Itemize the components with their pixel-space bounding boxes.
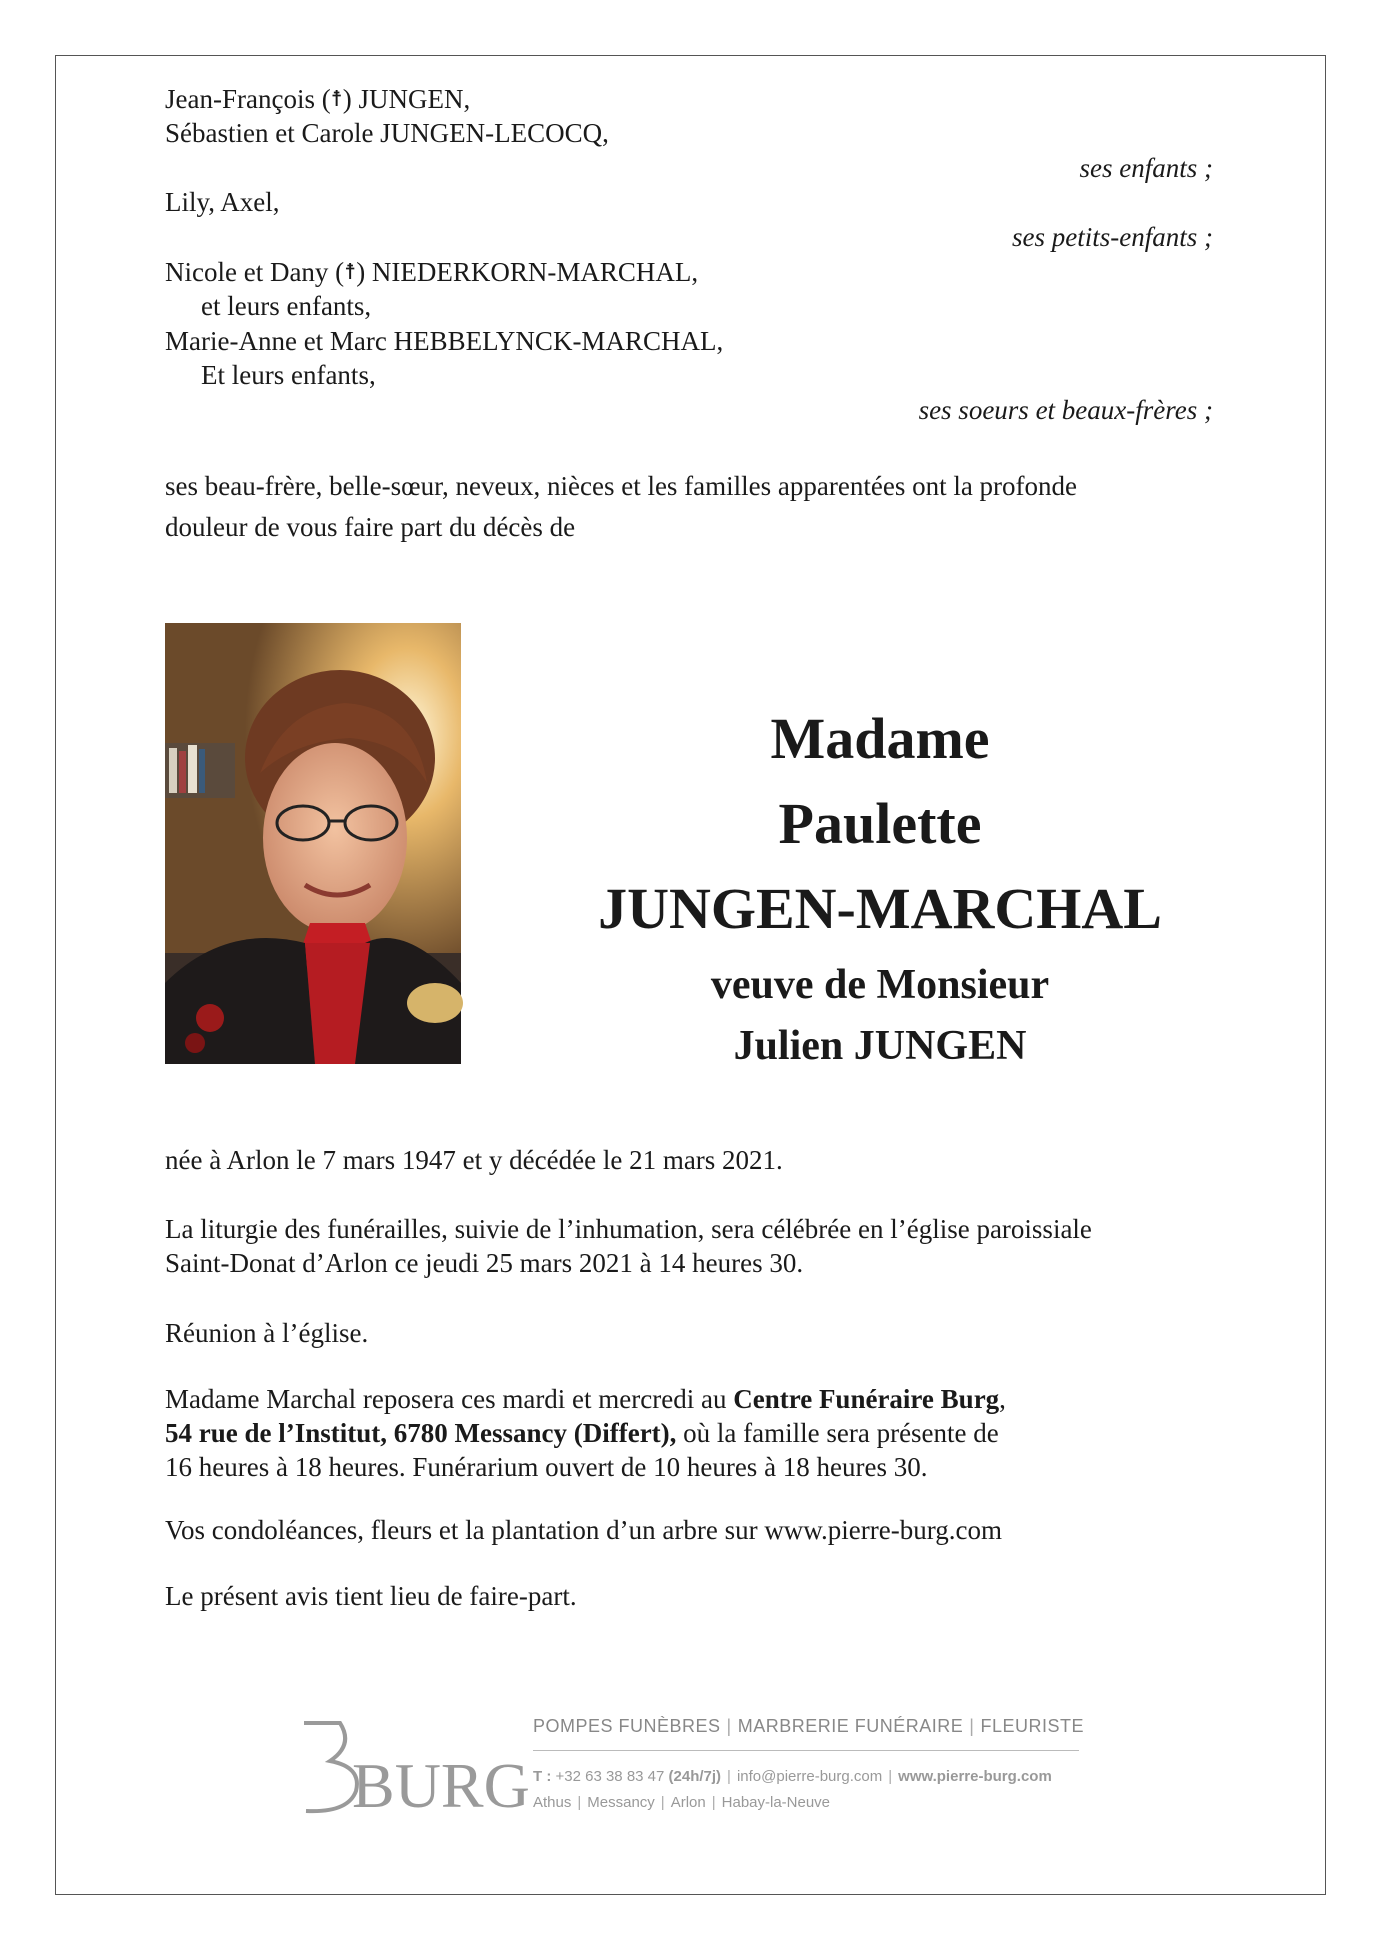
rest-line-3: 16 heures à 18 heures. Funérarium ouvert de 10 heures à 18 heures 30.: [165, 1452, 928, 1482]
announcement-line-1: ses beau-frère, belle-sœur, neveux, nièces et les familles apparentées ont la profonde: [165, 471, 1078, 501]
cross-icon: ☨: [344, 260, 357, 285]
burg-logo-text: BURG: [352, 1750, 530, 1821]
burg-logo: [300, 1715, 530, 1821]
family-line-2: Sébastien et Carole JUNGEN-LECOCQ,: [165, 118, 609, 148]
footer-email[interactable]: info@pierre-burg.com: [736, 1768, 883, 1785]
cross-icon: ☨: [330, 87, 343, 112]
footer-locations: Athus | Messancy | Arlon | Habay-la-Neuve: [533, 1794, 831, 1811]
rest-line-1: Madame Marchal reposera ces mardi et mercredi au Centre Funéraire Burg,: [165, 1384, 1006, 1414]
footer-divider: [533, 1750, 1079, 1751]
children-role: ses enfants ;: [1079, 153, 1213, 183]
deceased-first-name: Paulette: [778, 791, 982, 856]
family-line-4: Nicole et Dany (☨) NIEDERKORN-MARCHAL,: [165, 255, 698, 290]
spouse-name: Julien JUNGEN: [733, 1023, 1027, 1069]
family-line-3: Lily, Axel,: [165, 187, 280, 217]
footer-services: POMPES FUNÈBRES | MARBRERIE FUNÉRAIRE | FLEURISTE: [533, 1716, 1084, 1736]
family-line-1: Jean-François (☨) JUNGEN,: [165, 82, 470, 117]
rest-line-2: 54 rue de l’Institut, 6780 Messancy (Differt), où la famille sera présente de: [165, 1418, 999, 1448]
grandchildren-role: ses petits-enfants ;: [1012, 222, 1213, 252]
birth-death-info: née à Arlon le 7 mars 1947 et y décédée le 21 mars 2021.: [165, 1145, 783, 1175]
funeral-line-2: Saint-Donat d’Arlon ce jeudi 25 mars 2021 à 14 heures 30.: [165, 1248, 804, 1278]
condolences-info: Vos condoléances, fleurs et la plantation d’un arbre sur www.pierre-burg.com: [165, 1515, 1002, 1545]
portrait-photo: [165, 623, 461, 1064]
siblings-role: ses soeurs et beaux-frères ;: [918, 395, 1213, 425]
footer-website[interactable]: www.pierre-burg.com: [898, 1768, 1052, 1785]
widow-line: veuve de Monsieur: [710, 962, 1050, 1008]
family-line-5: et leurs enfants,: [201, 291, 372, 321]
family-line-7: Et leurs enfants,: [201, 360, 376, 390]
family-line-6: Marie-Anne et Marc HEBBELYNCK-MARCHAL,: [165, 326, 724, 356]
deceased-title: Madame: [770, 706, 990, 771]
funeral-line-1: La liturgie des funérailles, suivie de l’inhumation, sera célébrée en l’église paroissiale: [165, 1214, 1092, 1244]
announcement-line-2: douleur de vous faire part du décès de: [165, 512, 576, 542]
meeting-info: Réunion à l’église.: [165, 1318, 369, 1348]
footer-contact: T : +32 63 38 83 47 (24h/7j) | info@pierre-burg.com | www.pierre-burg.com: [533, 1768, 1052, 1785]
deceased-last-name: JUNGEN-MARCHAL: [598, 876, 1162, 941]
notice-info: Le présent avis tient lieu de faire-part.: [165, 1581, 577, 1611]
